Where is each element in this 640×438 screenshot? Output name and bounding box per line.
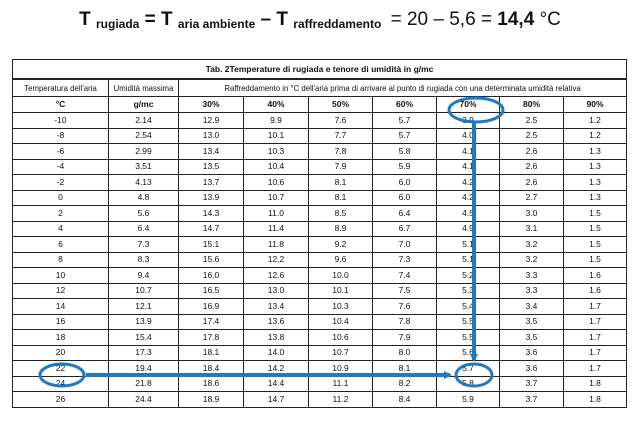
dew-point-table-wrapper (12, 59, 626, 408)
table-cell: 4.2 (437, 175, 500, 191)
table-cell: 4.5 (437, 206, 500, 222)
table-cell: 16 (13, 314, 109, 330)
table-cell: 6.4 (373, 206, 437, 222)
table-row (13, 299, 627, 315)
table-cell: 11.2 (309, 392, 373, 408)
table-cell: 11.0 (244, 206, 309, 222)
table-cell: 15.1 (179, 237, 244, 253)
table-cell: 2.6 (500, 175, 564, 191)
table-cell: 13.0 (179, 128, 244, 144)
table-cell: 14.2 (244, 361, 309, 377)
formula-unit: °C (539, 9, 561, 30)
table-row (13, 376, 627, 392)
unit-temp: °C (13, 97, 109, 113)
header-cooling: Raffreddamento in °C dell'aria prima di arrivare al punto di rugiada con una determinata umidità relativa (179, 79, 627, 97)
formula-subscript-raffreddamento: raffreddamento (293, 17, 382, 31)
table-cell: 1.2 (564, 128, 627, 144)
table-cell: 7.9 (309, 159, 373, 175)
table-cell: 7.6 (309, 113, 373, 129)
table-cell: 8.5 (309, 206, 373, 222)
table-cell: 26 (13, 392, 109, 408)
table-cell: 10.7 (309, 345, 373, 361)
table-caption: Tab. 2Temperature di rugiada e tenore di umidità in g/mc (13, 60, 627, 80)
table-cell: 4.13 (109, 175, 179, 191)
table-cell: 8.1 (309, 190, 373, 206)
table-cell: 1.5 (564, 221, 627, 237)
table-row (13, 159, 627, 175)
table-cell: 13.9 (179, 190, 244, 206)
table-cell: 7.8 (309, 144, 373, 160)
unit-humidity: g/mc (109, 97, 179, 113)
table-cell: 13.7 (179, 175, 244, 191)
table-cell: 18.1 (179, 345, 244, 361)
header-pct-5: 80% (500, 97, 564, 113)
header-pct-4: 70% (437, 97, 500, 113)
table-cell: -10 (13, 113, 109, 129)
table-row (13, 392, 627, 408)
dew-point-formula (0, 6, 640, 35)
table-cell: 18.6 (179, 376, 244, 392)
table-cell: 10.7 (244, 190, 309, 206)
table-cell: 12 (13, 283, 109, 299)
table-cell: 10.1 (244, 128, 309, 144)
table-cell: 5.9 (373, 159, 437, 175)
table-cell: 12.9 (179, 113, 244, 129)
table-cell: 5.7 (373, 128, 437, 144)
formula-term-air-temp: T (161, 9, 173, 30)
table-cell: 8.2 (373, 376, 437, 392)
table-cell: 2.5 (500, 113, 564, 129)
table-cell: 10.3 (244, 144, 309, 160)
table-cell: 9.6 (309, 252, 373, 268)
table-cell: 3.9 (437, 113, 500, 129)
table-cell: 1.6 (564, 268, 627, 284)
table-cell: 13.4 (179, 144, 244, 160)
table-cell: 4.0 (437, 128, 500, 144)
table-cell: 10.7 (109, 283, 179, 299)
table-cell: 1.2 (564, 113, 627, 129)
table-cell: 4.9 (437, 221, 500, 237)
table-cell: 3.1 (500, 221, 564, 237)
table-cell: 10.3 (309, 299, 373, 315)
table-cell: 2.14 (109, 113, 179, 129)
table-cell: 14.3 (179, 206, 244, 222)
formula-equals: = (144, 9, 156, 30)
table-row (13, 113, 627, 129)
table-row (13, 190, 627, 206)
table-cell: 2.5 (500, 128, 564, 144)
table-cell: 5.7 (373, 113, 437, 129)
table-cell: 10.4 (244, 159, 309, 175)
table-cell: 5.2 (437, 268, 500, 284)
table-cell: 11.1 (309, 376, 373, 392)
table-cell: 1.7 (564, 361, 627, 377)
table-row (13, 175, 627, 191)
table-cell: 3.7 (500, 392, 564, 408)
table-cell: 7.7 (309, 128, 373, 144)
table-row (13, 361, 627, 377)
table-cell: 1.6 (564, 283, 627, 299)
table-cell: 10 (13, 268, 109, 284)
table-cell: 2.6 (500, 159, 564, 175)
table-cell: 10.0 (309, 268, 373, 284)
formula-result: 14,4 (497, 9, 535, 30)
header-pct-1: 40% (244, 97, 309, 113)
table-cell: 5.3 (437, 283, 500, 299)
dew-point-table (12, 59, 627, 408)
table-cell: 5.9 (437, 392, 500, 408)
table-cell: 7.8 (373, 314, 437, 330)
table-cell: -6 (13, 144, 109, 160)
table-cell: 0 (13, 190, 109, 206)
table-cell: 14.7 (244, 392, 309, 408)
table-cell: 13.4 (244, 299, 309, 315)
formula-expression: = 20 – 5,6 = (390, 9, 493, 30)
table-cell: 15.6 (179, 252, 244, 268)
table-cell: 8.3 (109, 252, 179, 268)
table-cell: 21.8 (109, 376, 179, 392)
table-cell: 7.9 (373, 330, 437, 346)
table-cell: 1.5 (564, 252, 627, 268)
table-cell: 1.7 (564, 314, 627, 330)
table-row (13, 206, 627, 222)
table-cell: 14.0 (244, 345, 309, 361)
table-cell: 3.0 (500, 206, 564, 222)
table-cell: 6 (13, 237, 109, 253)
header-pct-6: 90% (564, 97, 627, 113)
table-row (13, 237, 627, 253)
table-cell: 5.8 (437, 376, 500, 392)
table-cell: 19.4 (109, 361, 179, 377)
table-cell: 6.7 (373, 221, 437, 237)
table-cell: 16.5 (179, 283, 244, 299)
header-max-humidity: Umidità massima (109, 79, 179, 97)
table-cell: 13.8 (244, 330, 309, 346)
table-row (13, 283, 627, 299)
table-cell: 22 (13, 361, 109, 377)
table-cell: 14 (13, 299, 109, 315)
table-cell: 4.1 (437, 159, 500, 175)
table-cell: 5.5 (437, 330, 500, 346)
table-cell: 3.2 (500, 237, 564, 253)
table-cell: 5.7 (437, 361, 500, 377)
table-cell: 24.4 (109, 392, 179, 408)
table-cell: 9.9 (244, 113, 309, 129)
table-cell: 14.7 (179, 221, 244, 237)
table-cell: 7.3 (373, 252, 437, 268)
table-cell: 16.0 (179, 268, 244, 284)
formula-term-dew-temp: T (79, 9, 91, 30)
table-cell: 1.3 (564, 190, 627, 206)
table-cell: 5.1 (437, 252, 500, 268)
table-cell: 1.3 (564, 175, 627, 191)
header-pct-2: 50% (309, 97, 373, 113)
table-cell: 4.2 (437, 190, 500, 206)
table-cell: 13.0 (244, 283, 309, 299)
table-cell: 11.4 (244, 221, 309, 237)
table-cell: 17.3 (109, 345, 179, 361)
table-cell: 3.4 (500, 299, 564, 315)
table-cell: 5.4 (437, 299, 500, 315)
table-cell: 8.1 (373, 361, 437, 377)
table-cell: -4 (13, 159, 109, 175)
table-cell: 12.2 (244, 252, 309, 268)
table-row (13, 128, 627, 144)
table-cell: 4 (13, 221, 109, 237)
table-row (13, 252, 627, 268)
table-cell: 18.9 (179, 392, 244, 408)
table-cell: 9.4 (109, 268, 179, 284)
table-cell: 10.4 (309, 314, 373, 330)
table-cell: 5.8 (373, 144, 437, 160)
table-row (13, 144, 627, 160)
table-cell: 15.4 (109, 330, 179, 346)
table-cell: 7.6 (373, 299, 437, 315)
table-cell: 10.6 (309, 330, 373, 346)
table-cell: 10.6 (244, 175, 309, 191)
table-cell: 16.9 (179, 299, 244, 315)
table-cell: 7.0 (373, 237, 437, 253)
table-cell: 1.5 (564, 237, 627, 253)
table-cell: 6.0 (373, 190, 437, 206)
table-cell: 3.6 (500, 361, 564, 377)
table-cell: 1.3 (564, 159, 627, 175)
table-row (13, 314, 627, 330)
header-pct-3: 60% (373, 97, 437, 113)
table-cell: 24 (13, 376, 109, 392)
table-cell: 4.1 (437, 144, 500, 160)
table-cell: 11.8 (244, 237, 309, 253)
formula-term-cooling: T (276, 9, 289, 30)
table-cell: 5.5 (437, 314, 500, 330)
table-cell: 3.5 (500, 330, 564, 346)
table-cell: 18 (13, 330, 109, 346)
table-cell: 12.6 (244, 268, 309, 284)
table-cell: 2 (13, 206, 109, 222)
table-cell: 2.54 (109, 128, 179, 144)
formula-minus: – (260, 9, 272, 30)
formula-subscript-rugiada: rugiada (95, 17, 140, 31)
header-air-temperature: Temperatura dell'aria (13, 79, 109, 97)
table-cell: 13.6 (244, 314, 309, 330)
table-cell: 1.7 (564, 345, 627, 361)
table-cell: 2.99 (109, 144, 179, 160)
table-cell: 6.4 (109, 221, 179, 237)
table-cell: 12.1 (109, 299, 179, 315)
table-row (13, 221, 627, 237)
table-cell: 13.5 (179, 159, 244, 175)
table-cell: 8 (13, 252, 109, 268)
table-cell: 1.8 (564, 392, 627, 408)
table-cell: 8.0 (373, 345, 437, 361)
table-cell: 8.4 (373, 392, 437, 408)
table-row (13, 345, 627, 361)
table-cell: 8.1 (309, 175, 373, 191)
table-cell: 8.9 (309, 221, 373, 237)
table-cell: 18.4 (179, 361, 244, 377)
table-cell: 3.5 (500, 314, 564, 330)
table-cell: 1.3 (564, 144, 627, 160)
formula-subscript-aria-ambiente: aria ambiente (177, 17, 256, 31)
table-cell: 3.51 (109, 159, 179, 175)
table-cell: 2.6 (500, 144, 564, 160)
table-cell: 10.9 (309, 361, 373, 377)
table-cell: 3.7 (500, 376, 564, 392)
table-cell: 1.5 (564, 206, 627, 222)
table-cell: 3.3 (500, 283, 564, 299)
table-cell: 3.3 (500, 268, 564, 284)
header-pct-0: 30% (179, 97, 244, 113)
table-cell: -2 (13, 175, 109, 191)
table-cell: 5.6 (109, 206, 179, 222)
table-cell: 2.7 (500, 190, 564, 206)
table-cell: 7.3 (109, 237, 179, 253)
table-cell: 20 (13, 345, 109, 361)
table-cell: 1.7 (564, 330, 627, 346)
table-cell: 4.8 (109, 190, 179, 206)
table-cell: 13.9 (109, 314, 179, 330)
table-cell: 3.2 (500, 252, 564, 268)
table-cell: 1.8 (564, 376, 627, 392)
table-cell: 17.4 (179, 314, 244, 330)
table-cell: -8 (13, 128, 109, 144)
table-cell: 7.5 (373, 283, 437, 299)
table-cell: 5.1 (437, 237, 500, 253)
table-cell: 10.1 (309, 283, 373, 299)
table-cell: 14.4 (244, 376, 309, 392)
table-cell: 7.4 (373, 268, 437, 284)
table-cell: 6.0 (373, 175, 437, 191)
table-row (13, 330, 627, 346)
table-cell: 9.2 (309, 237, 373, 253)
table-cell: 3.6 (500, 345, 564, 361)
table-row (13, 268, 627, 284)
table-cell: 5.6 (437, 345, 500, 361)
table-cell: 1.7 (564, 299, 627, 315)
table-cell: 17.8 (179, 330, 244, 346)
